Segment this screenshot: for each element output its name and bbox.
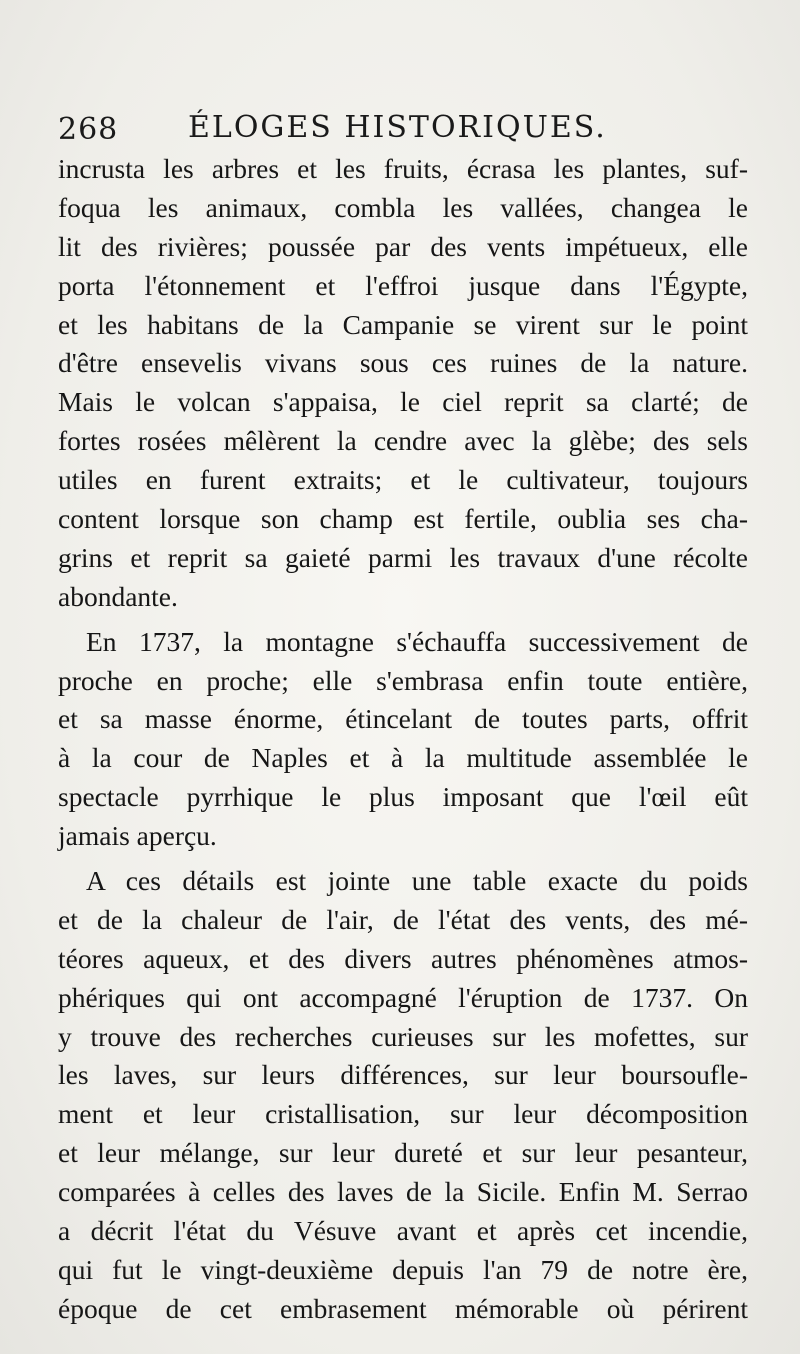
text-line: à la cour de Naples et à la multitude assemblée le <box>58 742 748 774</box>
text-line: incrusta les arbres et les fruits, écrasa les plantes, suf- <box>58 153 748 184</box>
text-line: porta l'étonnement et l'effroi jusque dans l'Égypte, <box>58 269 748 301</box>
text-line: ment et leur cristallisation, sur leur décomposition <box>58 1098 748 1130</box>
paragraph <box>58 862 748 1329</box>
text-line: les laves, sur leurs différences, sur leur boursoufle- <box>58 1059 748 1091</box>
text-line: utiles en furent extraits; et le cultivateur, toujours <box>58 464 748 496</box>
text-line: En 1737, la montagne s'échauffa successivement de <box>86 625 748 657</box>
running-head: ÉLOGES HISTORIQUES. <box>188 110 607 145</box>
text-line: jamais aperçu. <box>58 820 217 852</box>
text-line: et de la chaleur de l'air, de l'état des vents, des mé- <box>58 903 748 935</box>
text-line: époque de cet embrasement mémorable où périrent <box>58 1292 748 1324</box>
text-line: et leur mélange, sur leur dureté et sur leur pesanteur, <box>58 1137 748 1169</box>
text-line: abondante. <box>58 580 178 612</box>
text-line: et les habitans de la Campanie se virent sur le point <box>58 308 748 340</box>
text-line: d'être ensevelis vivans sous ces ruines de la nature. <box>58 347 748 379</box>
text-line: Mais le volcan s'appaisa, le ciel reprit sa clarté; de <box>58 386 748 418</box>
text-line: fortes rosées mêlèrent la cendre avec la glèbe; des sels <box>58 425 748 457</box>
text-line: phériques qui ont accompagné l'éruption de 1737. On <box>58 981 748 1013</box>
text-line: lit des rivières; poussée par des vents impétueux, elle <box>58 230 748 262</box>
text-line: grins et reprit sa gaieté parmi les travaux d'une récolte <box>58 541 748 573</box>
text-line: comparées à celles des laves de la Sicile. Enfin M. Serrao <box>58 1176 748 1208</box>
paragraph <box>58 623 748 856</box>
text-line: a décrit l'état du Vésuve avant et après cet incendie, <box>58 1215 748 1247</box>
text-line: content lorsque son champ est fertile, oublia ses cha- <box>58 503 748 535</box>
page-header <box>58 108 748 152</box>
text-line: qui fut le vingt-deuxième depuis l'an 79 de notre ère, <box>58 1253 748 1285</box>
text-line: et sa masse énorme, étincelant de toutes parts, offrit <box>58 703 748 735</box>
body-text <box>58 150 748 1329</box>
text-line: foqua les animaux, combla les vallées, changea le <box>58 191 748 223</box>
paragraph <box>58 150 748 617</box>
text-line: spectacle pyrrhique le plus imposant que l'œil eût <box>58 781 748 813</box>
text-line: A ces détails est jointe une table exacte du poids <box>86 865 748 897</box>
text-line: y trouve des recherches curieuses sur les mofettes, sur <box>58 1020 748 1052</box>
page-number: 268 <box>58 112 119 147</box>
text-line: proche en proche; elle s'embrasa enfin toute entière, <box>58 664 748 696</box>
text-line: téores aqueux, et des divers autres phénomènes atmos- <box>58 942 748 974</box>
